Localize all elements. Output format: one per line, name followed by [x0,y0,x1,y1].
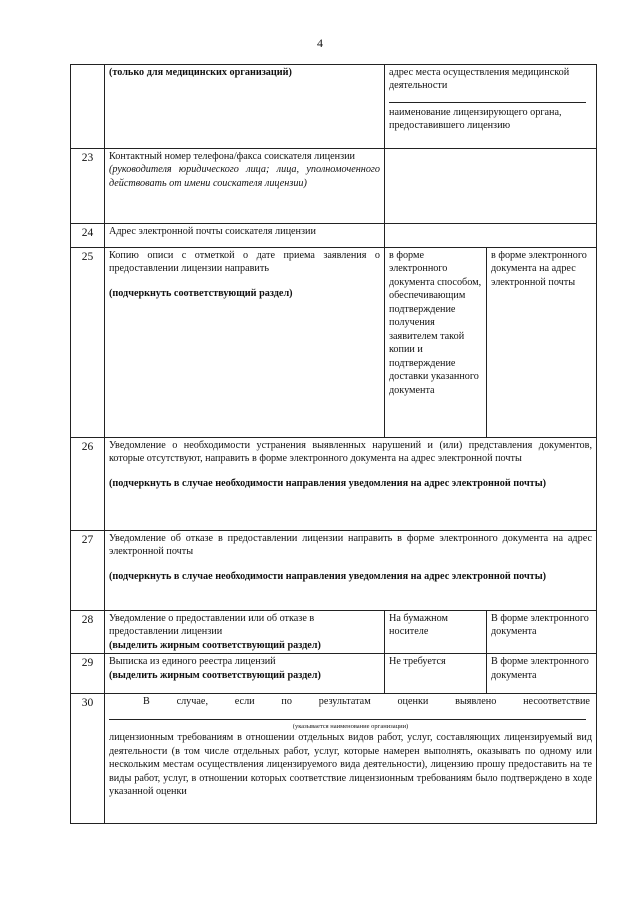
table-row [71,149,597,224]
bold-instruction: (выделить жирным соответствующий раздел) [109,669,321,681]
table-row [71,438,597,531]
table-row [71,611,597,654]
row-number [71,65,105,149]
option-electronic[interactable]: В форме электронного документа [491,656,589,681]
row-description [105,149,385,224]
table-row [71,224,597,248]
refusal-notice-text: Уведомление об отказе в предоставлении лицензии направить в форме электронного документа на адрес электронной почты [109,533,593,558]
option-paper[interactable]: На бумажном носителе [389,613,448,638]
answer-cell[interactable] [385,65,597,149]
organization-fill-line[interactable] [109,711,586,720]
row-description [105,248,385,438]
answer-cell[interactable] [385,149,597,224]
option-cell[interactable] [385,248,487,438]
phone-fax-label: Контактный номер телефона/факса соискателя лицензии [109,151,356,162]
grant-notice-label: Уведомление о предоставлении или об отказе в предоставлении лицензии [109,613,315,638]
medical-address-label: адрес места осуществления медицинской деятельности [389,67,570,92]
option-cell[interactable] [385,611,487,654]
row-description[interactable] [105,438,597,531]
row-description[interactable] [105,531,597,611]
row-number: 30 [71,694,105,824]
option-electronic-confirmed[interactable]: в форме электронного документа способом, обеспечивающим подтверждение получения заявителем такой копии и подтверждение доставки указанного документа [389,250,482,396]
row-description [105,611,385,654]
row-number: 25 [71,248,105,438]
violations-notice-text: Уведомление о необходимости устранения выявленных нарушений и (или) представления документов, которые отсутствуют, направить в форме электронного документа на адрес электронной почты [109,440,593,465]
table-row [71,654,597,694]
fill-in-line [389,93,586,103]
row-number: 23 [71,149,105,224]
row-number: 27 [71,531,105,611]
option-cell[interactable] [487,611,597,654]
assessment-lead-line: В случае, если по результатам оценки выявлено несоответствие [143,696,590,708]
organization-caption: (указывается наименование организации) [292,722,409,730]
option-electronic[interactable]: В форме электронного документа [491,613,589,638]
bold-instruction: (выделить жирным соответствующий раздел) [109,639,321,651]
registry-extract-label: Выписка из единого реестра лицензий [109,656,276,668]
table-row [71,65,597,149]
page-number: 4 [317,36,323,50]
phone-fax-note: (руководителя юридического лица; лица, уполномоченного действовать от имени соискателя лицензии) [109,164,380,189]
answer-cell[interactable] [385,224,597,248]
row-description [105,224,385,248]
inventory-copy-label: Копию описи с отметкой о дате приема заявления о предоставлении лицензии направить [109,250,380,275]
option-electronic-email[interactable]: в форме электронного документа на адрес электронной почты [491,250,587,288]
underline-instruction: (подчеркнуть в случае необходимости направления уведомления на адрес электронной почты) [109,477,547,489]
option-not-required[interactable]: Не требуется [389,656,446,668]
underline-instruction: (подчеркнуть соответствующий раздел) [109,287,293,299]
row-number: 29 [71,654,105,694]
option-cell[interactable] [385,654,487,694]
table-row [71,531,597,611]
row-description[interactable] [105,694,597,824]
medical-orgs-note: (только для медицинских организаций) [109,67,292,78]
licensing-authority-label: наименование лицензирующего органа, предоставившего лицензию [389,106,562,132]
row-number: 28 [71,611,105,654]
assessment-text: лицензионным требованиям в отношении отдельных видов работ, услуг, составляющих лицензируемый вид деятельности (в том числе отдельных работ, услуг, которые намерен выполнять, оказывать по одному или нескольким местам осуществления лицензируемого вида деятельности), лицензию прошу предоставить на те виды работ, услуг, в отношении которых соответствие лицензионным требованиям было подтверждено в ходе указанной оценки [109,732,593,798]
underline-instruction: (подчеркнуть в случае необходимости направления уведомления на адрес электронной почты) [109,570,547,582]
application-form-table [70,64,597,824]
option-cell[interactable] [487,248,597,438]
row-description [105,654,385,694]
row-number: 26 [71,438,105,531]
email-label: Адрес электронной почты соискателя лицензии [109,226,316,237]
row-description [105,65,385,149]
table-row [71,694,597,824]
table-row [71,248,597,438]
row-number: 24 [71,224,105,248]
option-cell[interactable] [487,654,597,694]
